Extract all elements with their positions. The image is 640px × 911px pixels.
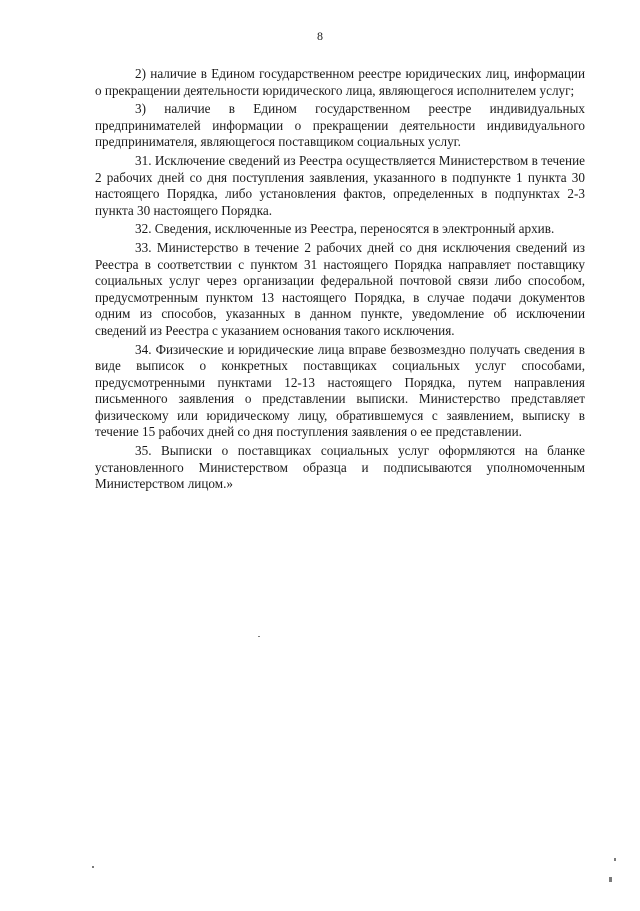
paragraph-item-3: 3) наличие в Едином государственном реестре индивидуальных предпринимателей информации о прекращении деятельности индивидуального предпринимателя, являющегося поставщиком социальных услуг. [95, 101, 585, 150]
scan-speck [258, 636, 260, 637]
page-number: 8 [317, 29, 323, 43]
scan-speck [609, 877, 612, 882]
paragraph-clause-35: 35. Выписки о поставщиках социальных услуг оформляются на бланке установленного Министерством образца и подписываются уполномоченным Министерством лицом.» [95, 443, 585, 492]
scan-speck [92, 866, 94, 868]
paragraph-clause-33: 33. Министерство в течение 2 рабочих дней со дня исключения сведений из Реестра в соответствии с пунктом 31 настоящего Порядка направляет поставщику социальных услуг через организации федеральной почтовой связи либо способом, предусмотренным пунктом 13 настоящего Порядка, в случае подачи документов одним из способов, указанных в данном пункте, уведомление об исключении сведений из Реестра с указанием основания такого исключения. [95, 239, 585, 338]
document-body [95, 66, 585, 493]
paragraph-clause-34: 34. Физические и юридические лица вправе безвозмездно получать сведения в виде выписок о конкретных поставщиках социальных услуг способами, предусмотренными пунктами 12-13 настоящего Порядка, путем направления письменного заявления о представлении выписки. Министерство представляет физическому или юридическому лицу, обратившемуся с заявлением, выписку в течение 15 рабочих дней со дня поступления заявления о ее представлении. [95, 341, 585, 440]
paragraph-item-2: 2) наличие в Едином государственном реестре юридических лиц, информации о прекращении деятельности юридического лица, являющегося исполнителем услуг; [95, 66, 585, 98]
paragraph-clause-32: 32. Сведения, исключенные из Реестра, переносятся в электронный архив. [135, 221, 555, 237]
paragraph-clause-31: 31. Исключение сведений из Реестра осуществляется Министерством в течение 2 рабочих дней со дня поступления заявления, указанного в подпункте 1 пункта 30 настоящего Порядка, либо установления фактов, определенных в подпунктах 2-3 пункта 30 настоящего Порядка. [95, 152, 585, 218]
scan-speck [614, 858, 616, 861]
